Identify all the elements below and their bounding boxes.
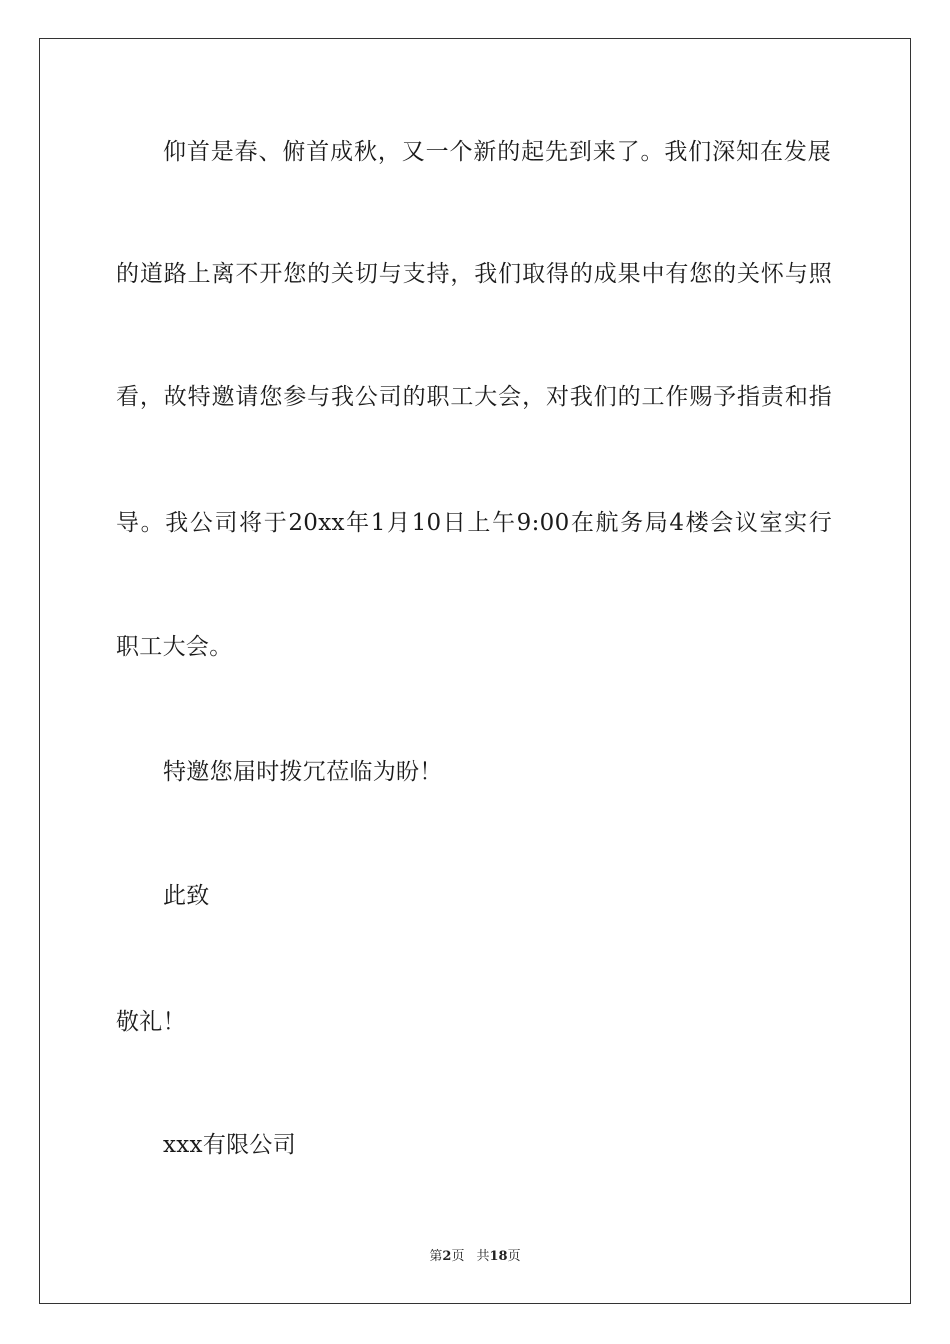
invitation-line: 特邀您届时拨冗莅临为盼！ (163, 759, 443, 785)
paragraph-line-4: 导。我公司将于20xx年1月10日上午9:00在航务局4楼会议室实行 (116, 510, 832, 536)
paragraph-line-2: 的道路上离不开您的关切与支持，我们取得的成果中有您的关怀与照 (116, 261, 832, 287)
closing-salutation: 此致 (163, 883, 210, 909)
page-prefix: 第 (429, 1249, 443, 1264)
page-number: 2 (442, 1249, 452, 1264)
closing-regards: 敬礼！ (116, 1009, 186, 1035)
paragraph-line-3: 看，故特邀请您参与我公司的职工大会，对我们的工作赐予指责和指 (116, 384, 832, 410)
total-suffix: 页 (507, 1249, 521, 1264)
paragraph-line-5: 职工大会。 (116, 634, 233, 660)
page-border (39, 38, 911, 1304)
company-signature: xxx有限公司 (163, 1132, 297, 1158)
page-footer (0, 1248, 950, 1266)
paragraph-line-1: 仰首是春、俯首成秋，又一个新的起先到来了。我们深知在发展 (163, 139, 831, 165)
total-pages: 18 (489, 1249, 508, 1264)
total-prefix: 共 (476, 1249, 490, 1264)
page-suffix: 页 (451, 1249, 465, 1264)
